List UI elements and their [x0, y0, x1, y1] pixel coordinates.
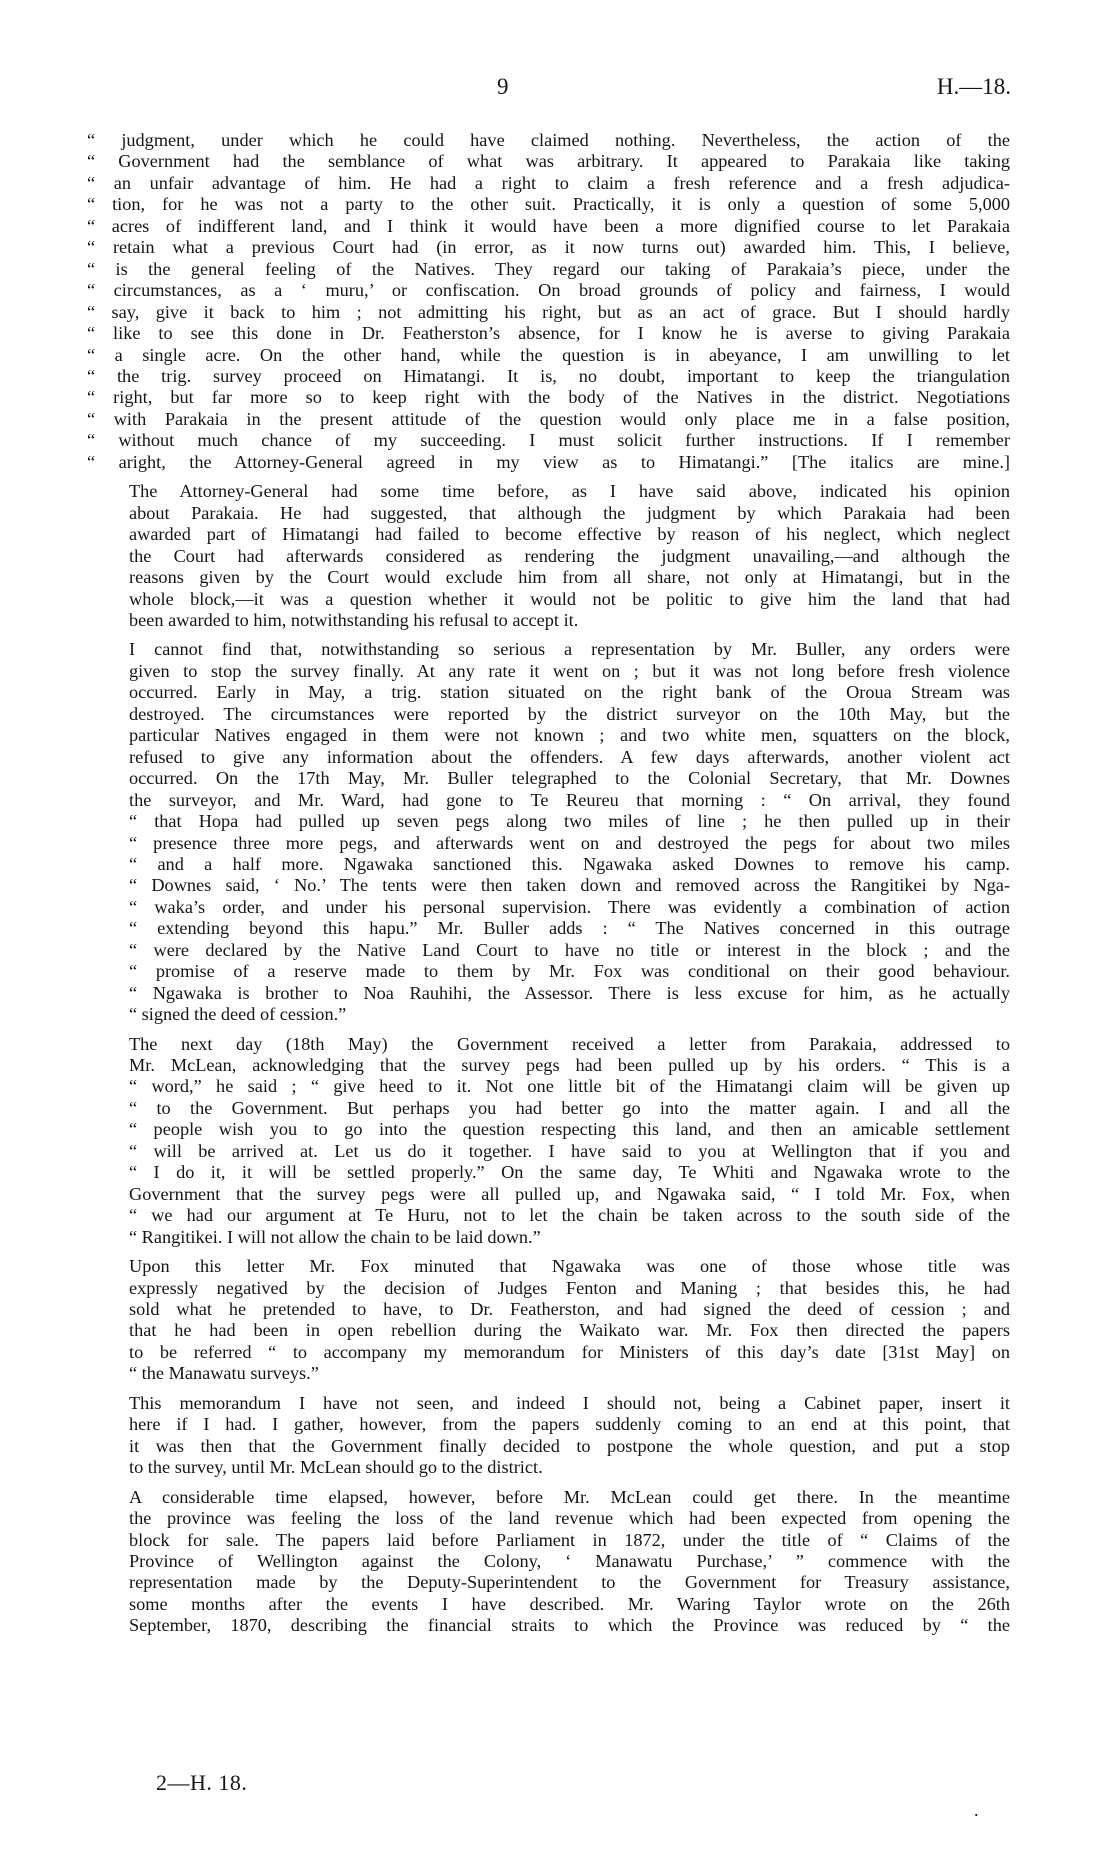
text-line: to be referred “ to accompany my memorandum for Ministers of this day’s date [31st May] on [129, 1341, 1010, 1362]
text-line: “ tion, for he was not a party to the other suit. Practically, it is only a question of some 5,000 [87, 194, 1010, 215]
text-line: “ signed the deed of cession.” [129, 1004, 347, 1025]
text-line: “ the trig. survey proceed on Himatangi. It is, no doubt, important to keep the triangulation [87, 365, 1010, 386]
text-line: “ promise of a reserve made to them by Mr. Fox was conditional on their good behaviour. [129, 961, 1010, 982]
text-line: given to stop the survey finally. At any rate it went on ; but it was not long before fresh violence [129, 660, 1010, 681]
text-line: “ waka’s order, and under his personal supervision. There was evidently a combination of action [129, 896, 1010, 917]
text-line: “ Downes said, ‘ No.’ The tents were then taken down and removed across the Rangitikei by Nga- [129, 875, 1010, 896]
text-line: Mr. McLean, acknowledging that the survey pegs had been pulled up by his orders. “ This is a [129, 1055, 1010, 1076]
text-line: “ Government had the semblance of what was arbitrary. It appeared to Parakaia like taking [87, 151, 1010, 172]
paragraph [87, 481, 1010, 631]
text-line: “ that Hopa had pulled up seven pegs along two miles of line ; he then pulled up in their [129, 811, 1010, 832]
text-line: Upon this letter Mr. Fox minuted that Ngawaka was one of those whose title was [129, 1256, 1010, 1277]
text-line: “ retain what a previous Court had (in error, as it now turns out) awarded him. This, I believe, [87, 237, 1010, 258]
paragraph [87, 1256, 1010, 1385]
text-line: destroyed. The circumstances were reported by the district surveyor on the 10th May, but the [129, 703, 1010, 724]
paper-reference: H.—18. [936, 74, 1011, 99]
page-number: 9 [497, 74, 509, 99]
text-line: I cannot find that, notwithstanding so serious a representation by Mr. Buller, any orders were [129, 639, 1010, 660]
text-line: “ presence three more pegs, and afterwards went on and destroyed the pegs for about two miles [129, 832, 1010, 853]
text-line: “ word,” he said ; “ give heed to it. Not one little bit of the Himatangi claim will be given up [129, 1076, 1010, 1097]
text-line: September, 1870, describing the financial straits to which the Province was reduced by “ the [129, 1615, 1010, 1636]
text-line: Government that the survey pegs were all pulled up, and Ngawaka said, “ I told Mr. Fox, when [129, 1183, 1010, 1204]
body-text [87, 130, 1010, 1645]
text-line: it was then that the Government finally decided to postpone the whole question, and put a stop [129, 1435, 1010, 1456]
text-line: “ without much chance of my succeeding. I must solicit further instructions. If I remember [87, 430, 1010, 451]
text-line: “ with Parakaia in the present attitude of the question would only place me in a false position, [87, 408, 1010, 429]
text-line: “ I do it, it will be settled properly.” On the same day, Te Whiti and Ngawaka wrote to the [129, 1162, 1010, 1183]
text-line: occurred. On the 17th May, Mr. Buller telegraphed to the Colonial Secretary, that Mr. Downes [129, 768, 1010, 789]
paragraph [87, 1034, 1010, 1249]
text-line: “ to the Government. But perhaps you had better go into the matter again. I and all the [129, 1097, 1010, 1118]
text-line: “ the Manawatu surveys.” [129, 1363, 319, 1384]
text-line: to the survey, until Mr. McLean should go to the district. [129, 1457, 543, 1478]
text-line: “ and a half more. Ngawaka sanctioned this. Ngawaka asked Downes to remove his camp. [129, 853, 1010, 874]
text-line: refused to give any information about the offenders. A few days afterwards, another violent act [129, 746, 1010, 767]
signature-mark: 2—H. 18. [156, 1770, 248, 1795]
text-line: “ extending beyond this hapu.” Mr. Buller adds : “ The Natives concerned in this outrage [129, 918, 1010, 939]
text-line: “ people wish you to go into the question respecting this land, and then an amicable settlement [129, 1119, 1010, 1140]
text-line: “ say, give it back to him ; not admitting his right, but as an act of grace. But I should hardly [87, 301, 1010, 322]
text-line: “ an unfair advantage of him. He had a right to claim a fresh reference and a fresh adjudica- [87, 172, 1010, 193]
paragraph [87, 1487, 1010, 1637]
text-line: whole block,—it was a question whether it would not be politic to give him the land that had [129, 588, 1010, 609]
text-line: sold what he pretended to have, to Dr. Featherston, and had signed the deed of cession ; and [129, 1299, 1010, 1320]
text-line: The Attorney-General had some time before, as I have said above, indicated his opinion [129, 481, 1010, 502]
text-line: “ like to see this done in Dr. Featherston’s absence, for I know he is averse to giving Parakaia [87, 323, 1010, 344]
text-line: “ we had our argument at Te Huru, not to let the chain be taken across to the south side of the [129, 1205, 1010, 1226]
text-line: A considerable time elapsed, however, before Mr. McLean could get there. In the meantime [129, 1486, 1010, 1507]
paragraph [87, 1393, 1010, 1479]
text-line: block for sale. The papers laid before Parliament in 1872, under the title of “ Claims of the [129, 1529, 1010, 1550]
text-line: “ Ngawaka is brother to Noa Rauhihi, the Assessor. There is less excuse for him, as he actually [129, 982, 1010, 1003]
text-line: the province was feeling the loss of the land revenue which had been expected from opening the [129, 1508, 1010, 1529]
text-line: expressly negatived by the decision of Judges Fenton and Maning ; that besides this, he had [129, 1277, 1010, 1298]
text-line: “ circumstances, as a ‘ muru,’ or confiscation. On broad grounds of policy and fairness, I would [87, 280, 1010, 301]
text-line: “ will be arrived at. Let us do it together. I have said to you at Wellington that if you and [129, 1140, 1010, 1161]
quoted-paragraph [87, 130, 1010, 473]
text-line: the Court had afterwards considered as rendering the judgment unavailing,—and although the [129, 545, 1010, 566]
text-line: the surveyor, and Mr. Ward, had gone to Te Reureu that morning : “ On arrival, they found [129, 789, 1010, 810]
text-line: “ aright, the Attorney-General agreed in my view as to Himatangi.” [The italics are mine.] [87, 451, 1010, 472]
text-line: The next day (18th May) the Government received a letter from Parakaia, addressed to [129, 1033, 1010, 1054]
text-line: “ is the general feeling of the Natives. They regard our taking of Parakaia’s piece, under the [87, 258, 1010, 279]
footer-dot: . [974, 1800, 979, 1820]
text-line: Province of Wellington against the Colony, ‘ Manawatu Purchase,’ ” commence with the [129, 1551, 1010, 1571]
text-line: representation made by the Deputy-Superintendent to the Government for Treasury assistance, [129, 1572, 1010, 1593]
text-line: particular Natives engaged in them were not known ; and two white men, squatters on the block, [129, 725, 1010, 746]
text-line: that he had been in open rebellion during the Waikato war. Mr. Fox then directed the papers [129, 1320, 1010, 1341]
text-line: some months after the events I have described. Mr. Waring Taylor wrote on the 26th [129, 1593, 1010, 1614]
text-line: occurred. Early in May, a trig. station situated on the right bank of the Oroua Stream was [129, 682, 1010, 703]
text-line: here if I had. I gather, however, from the papers suddenly coming to an end at this point, that [129, 1414, 1010, 1435]
text-line: “ right, but far more so to keep right with the body of the Natives in the district. Negotiations [87, 387, 1010, 408]
running-head [0, 74, 1114, 104]
text-line: about Parakaia. He had suggested, that although the judgment by which Parakaia had been [129, 502, 1010, 523]
text-line: This memorandum I have not seen, and indeed I should not, being a Cabinet paper, insert it [129, 1392, 1010, 1413]
text-line: “ were declared by the Native Land Court to have no title or interest in the block ; and the [129, 939, 1010, 960]
paragraph [87, 639, 1010, 1025]
text-line: been awarded to him, notwithstanding his refusal to accept it. [129, 609, 579, 630]
text-line: awarded part of Himatangi had failed to become effective by reason of his neglect, which neglect [129, 524, 1010, 545]
text-line: “ acres of indifferent land, and I think it would have been a more dignified course to let Parakaia [87, 215, 1010, 236]
text-line: reasons given by the Court would exclude him from all share, not only at Himatangi, but in the [129, 567, 1010, 588]
text-line: “ Rangitikei. I will not allow the chain to be laid down.” [129, 1226, 541, 1247]
text-line: “ a single acre. On the other hand, while the question is in abeyance, I am unwilling to let [87, 344, 1010, 365]
text-line: “ judgment, under which he could have claimed nothing. Nevertheless, the action of the [87, 130, 1010, 150]
